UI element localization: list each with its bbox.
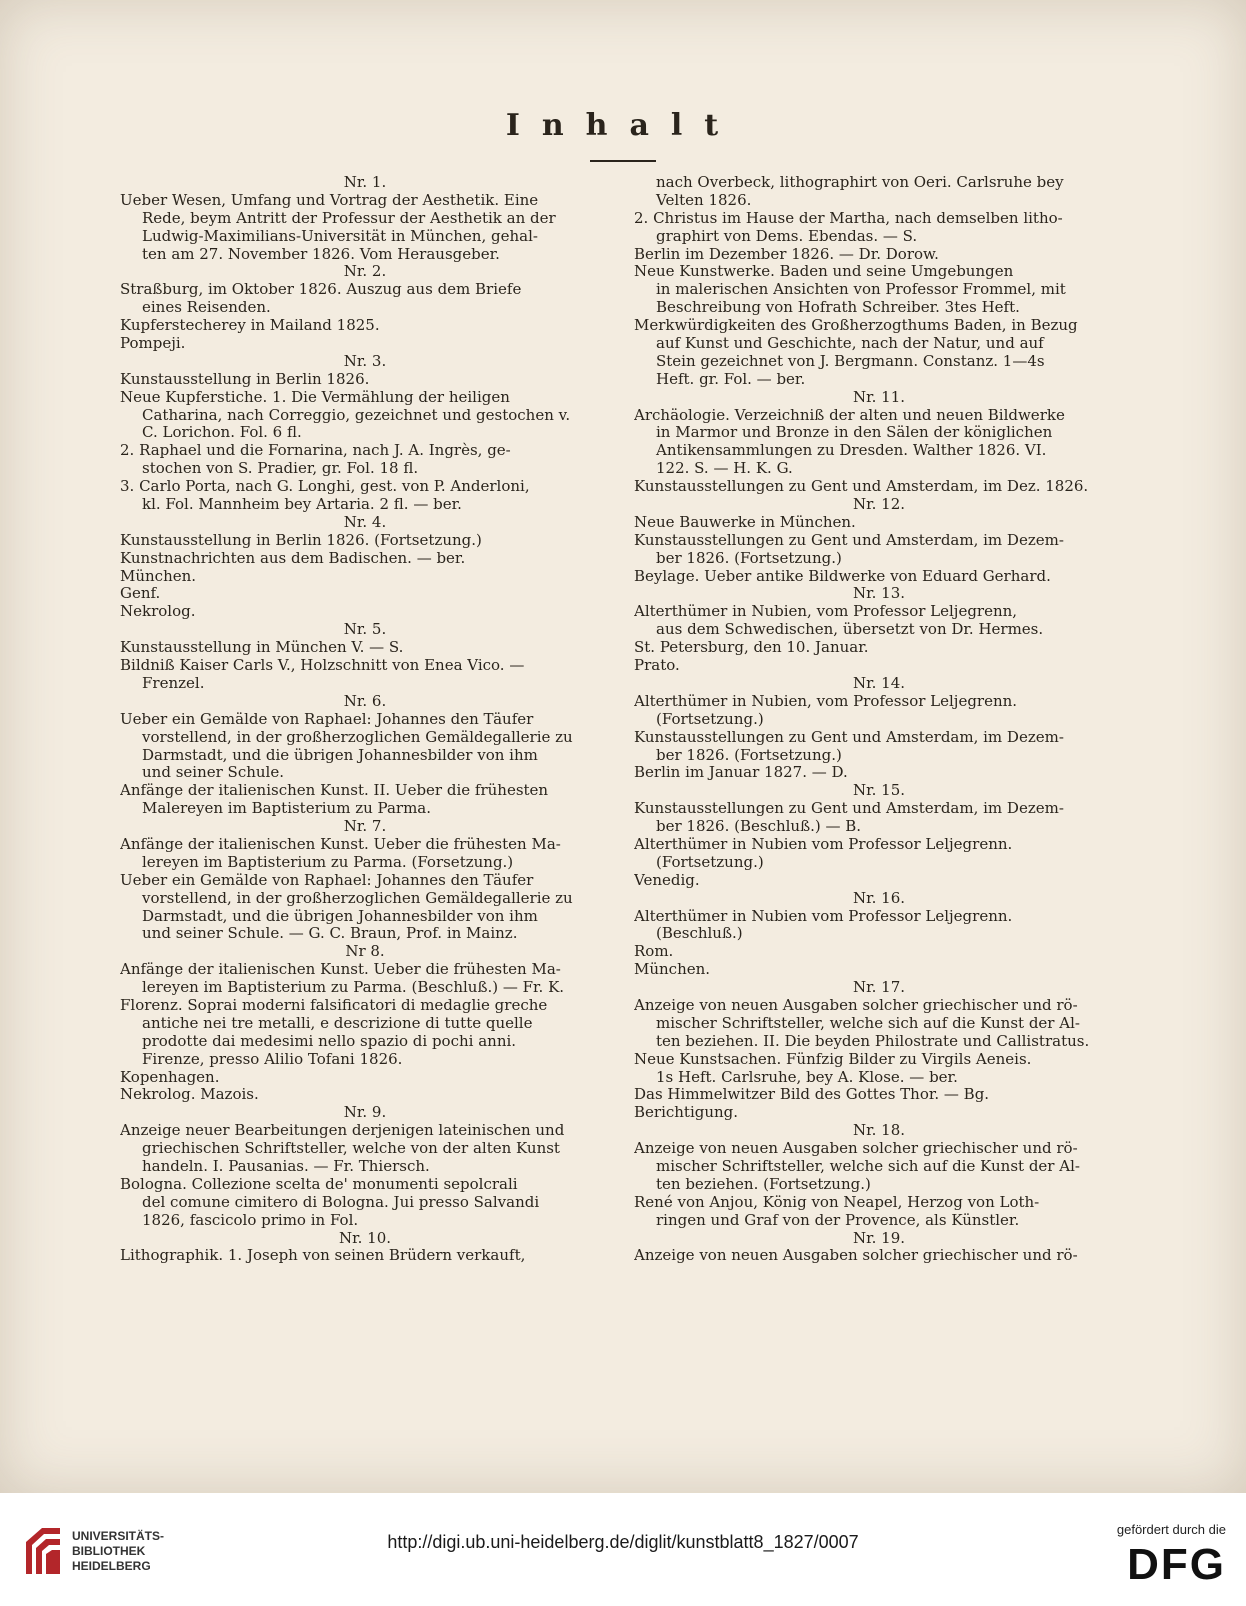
toc-entry-line: mischer Schriftsteller, welche sich auf die Kunst der Al- xyxy=(656,1014,1080,1032)
toc-entry-line: St. Petersburg, den 10. Januar. xyxy=(634,639,869,657)
toc-entry-line: ringen und Graf von der Provence, als Künstler. xyxy=(656,1211,1020,1229)
toc-entry-line: ten am 27. November 1826. Vom Herausgeber. xyxy=(142,245,500,263)
issue-number-heading: Nr. 9. xyxy=(343,1104,387,1122)
toc-entry-line: mischer Schriftsteller, welche sich auf die Kunst der Al- xyxy=(656,1157,1080,1175)
toc-entry-line: Merkwürdigkeiten des Großherzogthums Baden, in Bezug xyxy=(634,317,1078,335)
toc-entry-line: Das Himmelwitzer Bild des Gottes Thor. — Bg. xyxy=(634,1086,990,1104)
toc-entry-line: Beschreibung von Hofrath Schreiber. 3tes Heft. xyxy=(656,299,1020,317)
toc-entry-line: Catharina, nach Correggio, gezeichnet und gestochen v. xyxy=(142,406,571,424)
issue-number-heading: Nr. 7. xyxy=(343,818,387,836)
toc-entry-line: Darmstadt, und die übrigen Johannesbilder von ihm xyxy=(142,746,538,764)
toc-entry-line: Beylage. Ueber antike Bildwerke von Eduard Gerhard. xyxy=(634,567,1051,585)
toc-entry-line: Ueber ein Gemälde von Raphael: Johannes den Täufer xyxy=(120,710,534,728)
issue-number-heading: Nr. 17. xyxy=(852,979,906,997)
issue-number-heading: Nr. 12. xyxy=(852,496,906,514)
toc-entry-line: Velten 1826. xyxy=(656,191,752,209)
toc-entry-line: Ueber Wesen, Umfang und Vortrag der Aesthetik. Eine xyxy=(120,191,539,209)
toc-entry-line: ten beziehen. (Fortsetzung.) xyxy=(656,1175,871,1193)
toc-entry-line: 2. Raphael und die Fornarina, nach J. A. Ingrès, ge- xyxy=(120,442,511,460)
toc-entry-line: Bologna. Collezione scelta de' monumenti sepolcrali xyxy=(120,1175,518,1193)
toc-entry-line: Kupferstecherey in Mailand 1825. xyxy=(120,317,380,335)
toc-entry-line: handeln. I. Pausanias. — Fr. Thiersch. xyxy=(142,1157,430,1175)
toc-entry-line: Anfänge der italienischen Kunst. Ueber die frühesten Ma- xyxy=(120,961,561,979)
toc-entry-line: lereyen im Baptisterium zu Parma. (Forsetzung.) xyxy=(142,853,514,871)
toc-entry-line: München. xyxy=(634,961,711,979)
toc-entry-line: kl. Fol. Mannheim bey Artaria. 2 fl. — ber. xyxy=(142,496,462,514)
toc-entry-line: Neue Kunstwerke. Baden und seine Umgebungen xyxy=(634,263,1014,281)
toc-entry-line: Kunstnachrichten aus dem Badischen. — ber. xyxy=(120,549,466,567)
library-name-line: HEIDELBERG xyxy=(72,1559,151,1573)
issue-number-heading: Nr. 13. xyxy=(852,585,906,603)
left-column xyxy=(120,174,610,1265)
toc-entry-line: Prato. xyxy=(634,657,680,675)
issue-number-heading: Nr. 1. xyxy=(343,174,387,191)
toc-entry-line: aus dem Schwedischen, übersetzt von Dr. Hermes. xyxy=(656,621,1044,639)
toc-entry-line: stochen von S. Pradier, gr. Fol. 18 fl. xyxy=(142,460,419,478)
toc-entry-line: Anzeige neuer Bearbeitungen derjenigen lateinischen und xyxy=(120,1122,565,1140)
toc-entry-line: Malereyen im Baptisterium zu Parma. xyxy=(142,800,432,818)
toc-entry-line: griechischen Schriftsteller, welche von der alten Kunst xyxy=(142,1140,560,1158)
toc-entry-line: Anzeige von neuen Ausgaben solcher griechischer und rö- xyxy=(634,1247,1078,1265)
toc-entry-line: Rom. xyxy=(634,943,674,961)
toc-entry-line: eines Reisenden. xyxy=(142,299,271,317)
toc-entry-line: Berlin im Dezember 1826. — Dr. Dorow. xyxy=(634,245,939,263)
toc-entry-line: Lithographik. 1. Joseph von seinen Brüdern verkauft, xyxy=(120,1247,526,1265)
issue-number-heading: Nr. 3. xyxy=(343,352,387,370)
toc-entry-line: Venedig. xyxy=(634,871,700,889)
toc-entry-line: Firenze, presso Alilio Tofani 1826. xyxy=(142,1050,403,1068)
toc-entry-line: München. xyxy=(120,567,197,585)
toc-entry-line: C. Lorichon. Fol. 6 fl. xyxy=(142,424,302,442)
toc-entry-line: Alterthümer in Nubien vom Professor Leljegrenn. xyxy=(634,907,1013,925)
toc-entry-line: Kunstausstellung in München V. — S. xyxy=(120,639,404,657)
toc-entry-line: in malerischen Ansichten von Professor Frommel, mit xyxy=(656,281,1066,299)
toc-entry-line: 122. S. — H. K. G. xyxy=(656,460,793,478)
toc-entry-line: Florenz. Soprai moderni falsificatori di medaglie greche xyxy=(120,996,548,1014)
issue-number-heading: Nr. 5. xyxy=(343,621,387,639)
toc-entry-line: Straßburg, im Oktober 1826. Auszug aus dem Briefe xyxy=(120,281,522,299)
toc-entry-line: Anzeige von neuen Ausgaben solcher griechischer und rö- xyxy=(634,996,1078,1014)
toc-entry-line: Neue Kunstsachen. Fünfzig Bilder zu Virgils Aeneis. xyxy=(634,1050,1032,1068)
toc-entry-line: ten beziehen. II. Die beyden Philostrate und Callistratus. xyxy=(656,1032,1090,1050)
toc-entry-line: (Fortsetzung.) xyxy=(656,710,764,728)
toc-entry-line: Heft. gr. Fol. — ber. xyxy=(656,370,806,388)
toc-entry-line: Berlin im Januar 1827. — D. xyxy=(634,764,848,782)
library-name-line: UNIVERSITÄTS- xyxy=(72,1529,165,1543)
toc-entry-line: Kunstausstellungen zu Gent und Amsterdam, im Dezem- xyxy=(634,728,1064,746)
toc-entry-line: Kunstausstellungen zu Gent und Amsterdam, im Dez. 1826. xyxy=(634,478,1089,496)
toc-entry-line: Berichtigung. xyxy=(634,1104,739,1122)
toc-entry-line: Anfänge der italienischen Kunst. Ueber die frühesten Ma- xyxy=(120,835,561,853)
toc-entry-line: Frenzel. xyxy=(142,674,205,692)
toc-entry-line: prodotte dai medesimi nello spazio di pochi anni. xyxy=(142,1032,517,1050)
toc-entry-line: René von Anjou, König von Neapel, Herzog von Loth- xyxy=(634,1193,1040,1211)
issue-number-heading: Nr 8. xyxy=(345,943,385,961)
dfg-logo: DFG xyxy=(1127,1540,1226,1589)
toc-entry-line: Ludwig-Maximilians-Universität in München, gehal- xyxy=(142,227,538,245)
toc-entry-line: (Fortsetzung.) xyxy=(656,853,764,871)
toc-entry-line: graphirt von Dems. Ebendas. — S. xyxy=(656,227,918,245)
toc-entry-line: Bildniß Kaiser Carls V., Holzschnitt von Enea Vico. — xyxy=(120,657,525,675)
library-name-line: BIBLIOTHEK xyxy=(72,1544,146,1558)
issue-number-heading: Nr. 19. xyxy=(852,1229,906,1247)
toc-entry-line: Alterthümer in Nubien, vom Professor Leljegrenn, xyxy=(634,603,1018,621)
library-logo-icon xyxy=(22,1524,64,1578)
toc-entry-line: Kunstausstellung in Berlin 1826. (Fortsetzung.) xyxy=(120,531,482,549)
toc-entry-line: Ueber ein Gemälde von Raphael: Johannes den Täufer xyxy=(120,871,534,889)
toc-entry-line: Anfänge der italienischen Kunst. II. Ueber die frühesten xyxy=(120,782,549,800)
page-title: Inhalt xyxy=(505,108,741,143)
toc-entry-line: Archäologie. Verzeichniß der alten und neuen Bildwerke xyxy=(634,406,1065,424)
permalink-url[interactable]: http://digi.ub.uni-heidelberg.de/diglit/kunstblatt8_1827/0007 xyxy=(387,1532,859,1552)
toc-entry-line: Kunstausstellungen zu Gent und Amsterdam, im Dezem- xyxy=(634,800,1064,818)
toc-entry-line: Nekrolog. Mazois. xyxy=(120,1086,259,1104)
toc-entry-line: Kopenhagen. xyxy=(120,1068,220,1086)
toc-entry-line: Alterthümer in Nubien, vom Professor Leljegrenn. xyxy=(634,692,1018,710)
issue-number-heading: Nr. 16. xyxy=(852,889,906,907)
toc-entry-line: Stein gezeichnet von J. Bergmann. Constanz. 1—4s xyxy=(656,352,1045,370)
toc-entry-line: Neue Kupferstiche. 1. Die Vermählung der heiligen xyxy=(120,388,510,406)
toc-entry-line: lereyen im Baptisterium zu Parma. (Beschluß.) — Fr. K. xyxy=(142,979,565,997)
toc-entry-line: Darmstadt, und die übrigen Johannesbilder von ihm xyxy=(142,907,538,925)
issue-number-heading: Nr. 2. xyxy=(343,263,387,281)
toc-entry-line: 3. Carlo Porta, nach G. Longhi, gest. von P. Anderloni, xyxy=(120,478,530,496)
toc-entry-line: Kunstausstellung in Berlin 1826. xyxy=(120,370,370,388)
toc-entry-line: Anzeige von neuen Ausgaben solcher griechischer und rö- xyxy=(634,1140,1078,1158)
toc-entry-line: Genf. xyxy=(120,585,161,603)
toc-entry-line: Neue Bauwerke in München. xyxy=(634,513,856,531)
toc-entry-line: Alterthümer in Nubien vom Professor Leljegrenn. xyxy=(634,835,1013,853)
toc-entry-line: ber 1826. (Fortsetzung.) xyxy=(656,549,842,567)
toc-entry-line: Nekrolog. xyxy=(120,603,196,621)
issue-number-heading: Nr. 4. xyxy=(343,513,387,531)
toc-entry-line: und seiner Schule. xyxy=(142,764,284,782)
toc-entry-line: Antikensammlungen zu Dresden. Walther 1826. VI. xyxy=(656,442,1047,460)
toc-entry-line: 2. Christus im Hause der Martha, nach demselben litho- xyxy=(634,209,1063,227)
toc-entry-line: Kunstausstellungen zu Gent und Amsterdam, im Dezem- xyxy=(634,531,1064,549)
toc-entry-line: vorstellend, in der großherzoglichen Gemäldegallerie zu xyxy=(142,889,573,907)
toc-entry-line: 1s Heft. Carlsruhe, bey A. Klose. — ber. xyxy=(656,1068,958,1086)
right-column xyxy=(634,174,1124,1265)
title-rule xyxy=(590,160,656,162)
issue-number-heading: Nr. 18. xyxy=(852,1122,906,1140)
toc-entry-line: antiche nei tre metalli, e descrizione di tutte quelle xyxy=(142,1014,533,1032)
toc-entry-line: del comune cimitero di Bologna. Jui presso Salvandi xyxy=(142,1193,540,1211)
toc-entry-line: ber 1826. (Fortsetzung.) xyxy=(656,746,842,764)
toc-entry-line: in Marmor und Bronze in den Sälen der königlichen xyxy=(656,424,1053,442)
issue-number-heading: Nr. 14. xyxy=(852,674,906,692)
toc-entry-line: und seiner Schule. — G. C. Braun, Prof. in Mainz. xyxy=(142,925,518,943)
issue-number-heading: Nr. 15. xyxy=(852,782,906,800)
toc-entry-line: ber 1826. (Beschluß.) — B. xyxy=(656,818,862,836)
funded-by-text: gefördert durch die xyxy=(1116,1522,1226,1537)
toc-entry-line: 1826, fascicolo primo in Fol. xyxy=(142,1211,359,1229)
toc-entry-line: auf Kunst und Geschichte, nach der Natur, und auf xyxy=(656,335,1044,353)
toc-entry-line: Pompeji. xyxy=(120,335,186,353)
toc-entry-line: (Beschluß.) xyxy=(656,925,743,943)
issue-number-heading: Nr. 6. xyxy=(343,692,387,710)
issue-number-heading: Nr. 11. xyxy=(852,388,906,406)
library-name xyxy=(72,1529,164,1574)
issue-number-heading: Nr. 10. xyxy=(338,1229,392,1247)
toc-entry-line: vorstellend, in der großherzoglichen Gemäldegallerie zu xyxy=(142,728,573,746)
toc-entry-line: Rede, beym Antritt der Professur der Aesthetik an der xyxy=(142,209,556,227)
toc-entry-line: nach Overbeck, lithographirt von Oeri. Carlsruhe bey xyxy=(656,174,1064,191)
